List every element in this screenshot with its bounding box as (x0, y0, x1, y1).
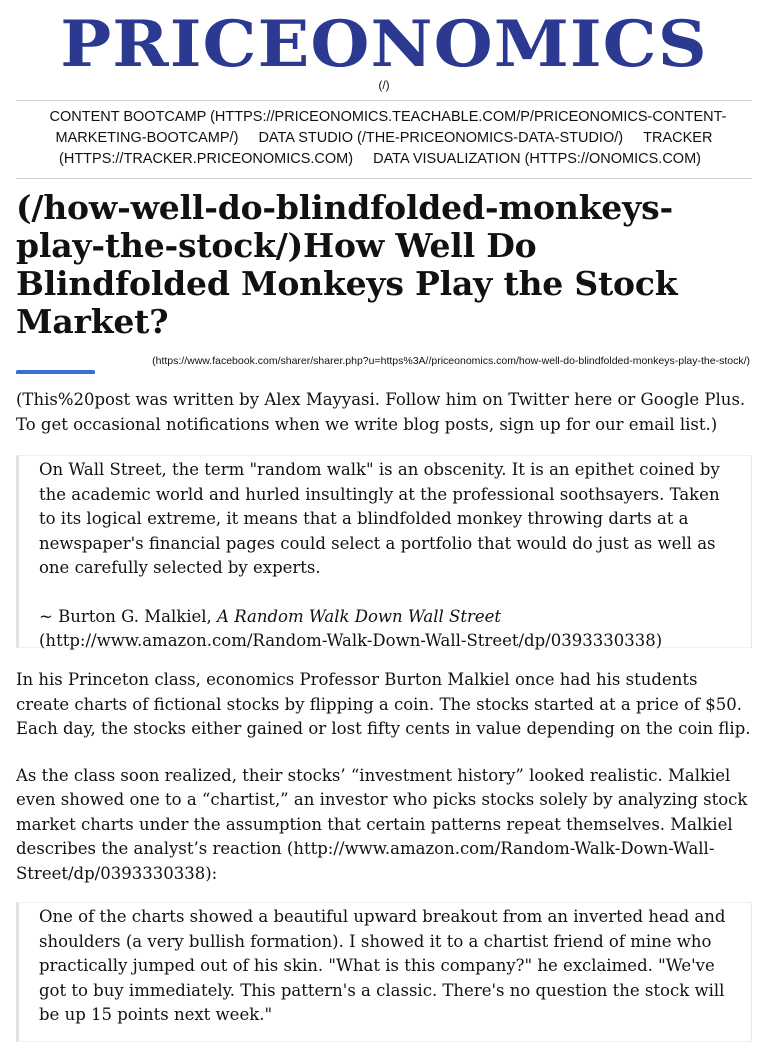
nav-data-studio[interactable]: DATA STUDIO (/THE-PRICEONOMICS-DATA-STUDIO/) (258, 130, 624, 146)
header-divider (16, 100, 752, 101)
logo-home-link[interactable]: (/) (378, 78, 390, 92)
article-paragraph-1: In his Princeton class, economics Professor Burton Malkiel once had his students create charts of fictional stocks by flipping a coin. The stocks started at a price of $50. Each day, the stocks either gained or lost fifty cents in value depending on the coin flip. (16, 670, 751, 738)
facebook-share-link[interactable]: (https://www.facebook.com/sharer/sharer.php?u=https%3A//priceonomics.com/how-well-do-blindfolded-monkeys-play-the-stock/) (152, 355, 750, 367)
quote-attribution (39, 605, 737, 654)
attribution-amazon-link[interactable]: (http://www.amazon.com/Random-Walk-Down-Wall-Street/dp/0393330338) (39, 631, 663, 650)
nav-content-bootcamp[interactable]: CONTENT BOOTCAMP (HTTPS://PRICEONOMICS.TEACHABLE.COM/P/PRICEONOMICS-CONTENT-MARKETING-BOOTCAMP/) (49, 109, 727, 146)
article-paragraph-2: As the class soon realized, their stocks’ “investment history” looked realistic. Malkiel even showed one to a “chartist,” an investor who picks stocks solely by analyzing stock market charts under the assumption that certain patterns repeat themselves. Malkiel describes the analyst’s reaction (http://www.amazon.com/Random-Walk-Down-Wall-Street/dp/0393330338): (16, 765, 748, 883)
article-intro: (This%20post was written by Alex Mayyasi. Follow him on Twitter here or Google Plus. To get occasional notifications when we write blog posts, sign up for our email list.) (16, 390, 746, 434)
attribution-prefix: ~ Burton G. Malkiel, (39, 606, 218, 626)
main-nav (16, 107, 752, 170)
nav-divider (16, 178, 752, 179)
facebook-share-button[interactable] (16, 370, 95, 374)
quote-malkiel (16, 455, 752, 648)
nav-tracker[interactable]: TRACKER (HTTPS://TRACKER.PRICEONOMICS.COM) (59, 130, 713, 167)
nav-data-visualization[interactable]: DATA VISUALIZATION (HTTPS://ONOMICS.COM) (373, 151, 701, 167)
quote-text: One of the charts showed a beautiful upward breakout from an inverted head and shoulders (a very bullish formation). I showed it to a chartist friend of mine who practically jumped out of his skin. "What is this company?" he exclaimed. "We've got to buy immediately. This pattern's a classic. There's no question the stock will be up 15 points next week." (39, 907, 726, 1024)
quote-chartist (16, 902, 752, 1042)
quote-text: On Wall Street, the term "random walk" is an obscenity. It is an epithet coined by the academic world and hurled insultingly at the professional soothsayers. Taken to its logical extreme, it means that a blindfolded monkey throwing darts at a newspaper's financial pages could select a portfolio that would do just as well as one carefully selected by experts. (39, 460, 720, 577)
article-title[interactable]: (/how-well-do-blindfolded-monkeys-play-the-stock/)How Well Do Blindfolded Monkeys Play the Stock Market? (16, 188, 678, 341)
site-logo[interactable]: PRICEONOMICS (60, 7, 708, 82)
attribution-book-title: A Random Walk Down Wall Street (217, 606, 502, 626)
